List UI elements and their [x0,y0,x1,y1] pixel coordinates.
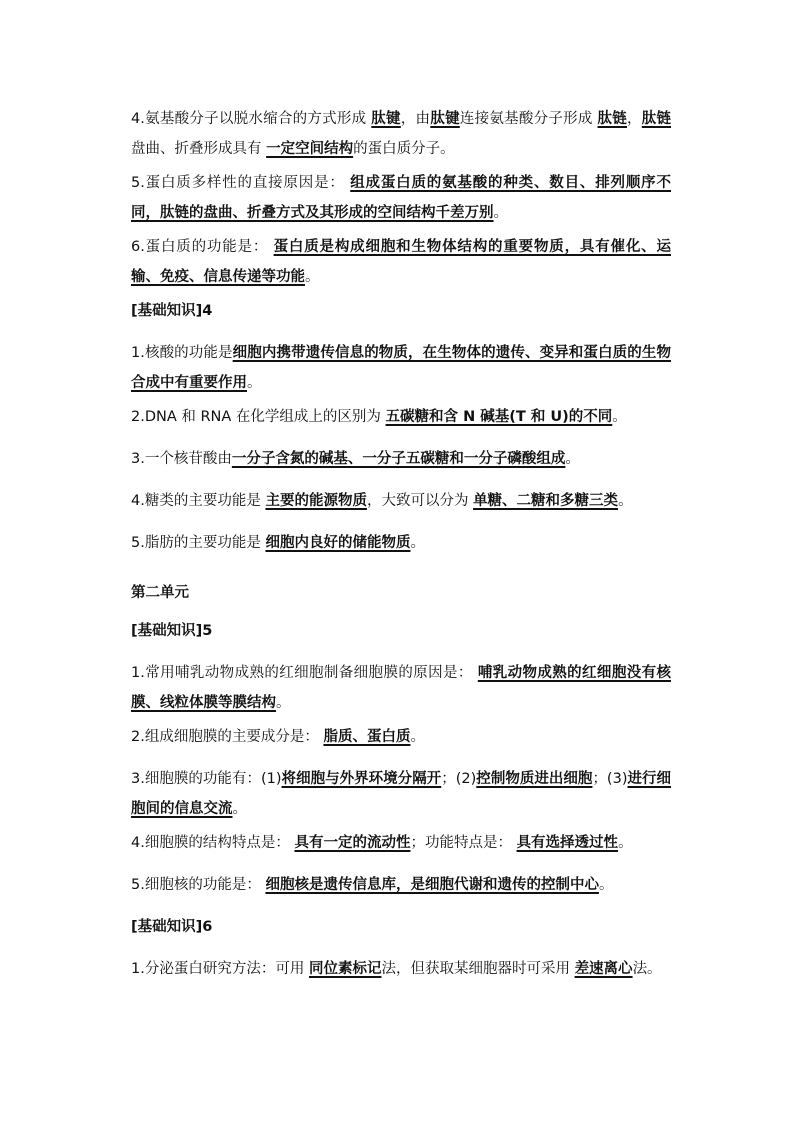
item-text: ，大致可以分为 [366,493,474,509]
item-text: 。 [618,493,633,509]
item-text: 5.脂肪的主要功能是 [131,535,266,551]
section-heading: 第二单元 [131,585,189,601]
item-text: 2.DNA 和 RNA 在化学组成上的区别为 [131,409,386,425]
answer-underlined: 控制物质进出细胞 [476,771,593,787]
knowledge-item [131,954,671,984]
item-text: 。 [565,451,580,467]
item-text: 4.细胞膜的结构特点是： [131,835,295,851]
knowledge-item [131,402,671,432]
knowledge-item [131,764,671,824]
answer-underlined: 细胞内携带遗传信息的物质，在生物体的遗传、变异和蛋白质的生物合成中有重要作用 [131,345,672,391]
item-text: 1.常用哺乳动物成熟的红细胞制备细胞膜的原因是： [131,665,478,681]
item-text: 。 [598,877,614,893]
item-text: 。 [305,269,320,285]
answer-underlined: 哺乳动物成熟的红细胞没有核膜、线粒体膜等膜结构 [131,665,671,711]
item-text: ；功能特点是： [410,835,517,851]
item-text: 1.核酸的功能是 [131,345,233,361]
knowledge-item [131,828,671,858]
item-text: 。 [618,835,633,851]
section-heading: [基础知识]6 [131,919,213,935]
item-text: 。 [612,409,627,425]
item-text: 盘曲、折叠形成具有 [131,141,267,157]
answer-underlined: 单糖、二糖和多糖三类 [473,493,619,509]
answer-underlined: 一定空间结构 [266,141,354,157]
knowledge-item [131,168,671,228]
knowledge-item [131,870,671,900]
item-text: 。 [232,801,247,817]
item-text: 法，但获取某细胞器时可采用 [381,961,575,977]
section-heading: [基础知识]4 [131,303,213,319]
item-text: 。 [410,729,425,745]
knowledge-item [131,486,671,516]
knowledge-item [131,232,671,292]
item-text: 连接氨基酸分子形成 [459,111,598,127]
knowledge-item [131,658,671,718]
answer-underlined: 肽链 [597,111,628,127]
knowledge-item [131,722,671,752]
item-text: ；(3) [592,771,628,787]
answer-underlined: 脂质、蛋白质 [323,729,411,745]
answer-underlined: 五碳糖和含 N 碱基(T 和 U)的不同 [385,409,613,425]
answer-underlined: 肽键 [430,111,460,127]
document-body [131,104,671,984]
knowledge-item [131,338,671,398]
item-text: 5.蛋白质多样性的直接原因是： [131,175,351,191]
answer-underlined: 差速离心 [574,961,633,977]
item-text: 3.细胞膜的功能有：(1) [131,771,282,787]
item-text: 3.一个核苷酸由 [131,451,232,467]
answer-underlined: 蛋白质是构成细胞和生物体结构的重要物质，具有催化、运输、免疫、信息传递等功能 [131,239,671,285]
answer-underlined: 肽链 [641,111,672,127]
item-text: ， [627,111,642,127]
item-text: 。 [410,535,425,551]
item-text: 4.糖类的主要功能是 [131,493,266,509]
answer-underlined: 细胞核是遗传信息库，是细胞代谢和遗传的控制中心 [265,877,599,893]
item-text: 4.氨基酸分子以脱水缩合的方式形成 [131,111,372,127]
item-text: 法。 [632,961,662,977]
item-text: 1.分泌蛋白研究方法：可用 [131,961,309,977]
item-text: 5.细胞核的功能是： [131,877,266,893]
answer-underlined: 肽键 [371,111,401,127]
answer-underlined: 一分子含氮的碱基、一分子五碳糖和一分子磷酸组成 [231,451,566,467]
item-text: ；(2) [441,771,477,787]
answer-underlined: 具有一定的流动性 [294,835,411,851]
knowledge-item [131,104,671,164]
item-text: ，由 [400,111,431,127]
item-text: 。 [276,695,291,711]
answer-underlined: 具有选择透过性 [516,835,619,851]
answer-underlined: 主要的能源物质 [265,493,367,509]
answer-underlined: 同位素标记 [308,961,382,977]
knowledge-item [131,444,671,474]
answer-underlined: 细胞内良好的储能物质 [265,535,411,551]
item-text: 6.蛋白质的功能是： [131,239,274,255]
knowledge-item [131,528,671,558]
section-heading: [基础知识]5 [131,623,213,639]
item-text: 。 [247,375,262,391]
answer-underlined: 组成蛋白质的氨基酸的种类、数目、排列顺序不同，肽链的盘曲、折叠方式及其形成的空间结构千差万别 [131,175,671,221]
answer-underlined: 将细胞与外界环境分隔开 [281,771,442,787]
answer-underlined: 进行细胞间的信息交流 [131,771,672,817]
item-text: 。 [493,205,508,221]
item-text: 的蛋白质分子。 [353,141,455,157]
item-text: 2.组成细胞膜的主要成分是： [131,729,324,745]
